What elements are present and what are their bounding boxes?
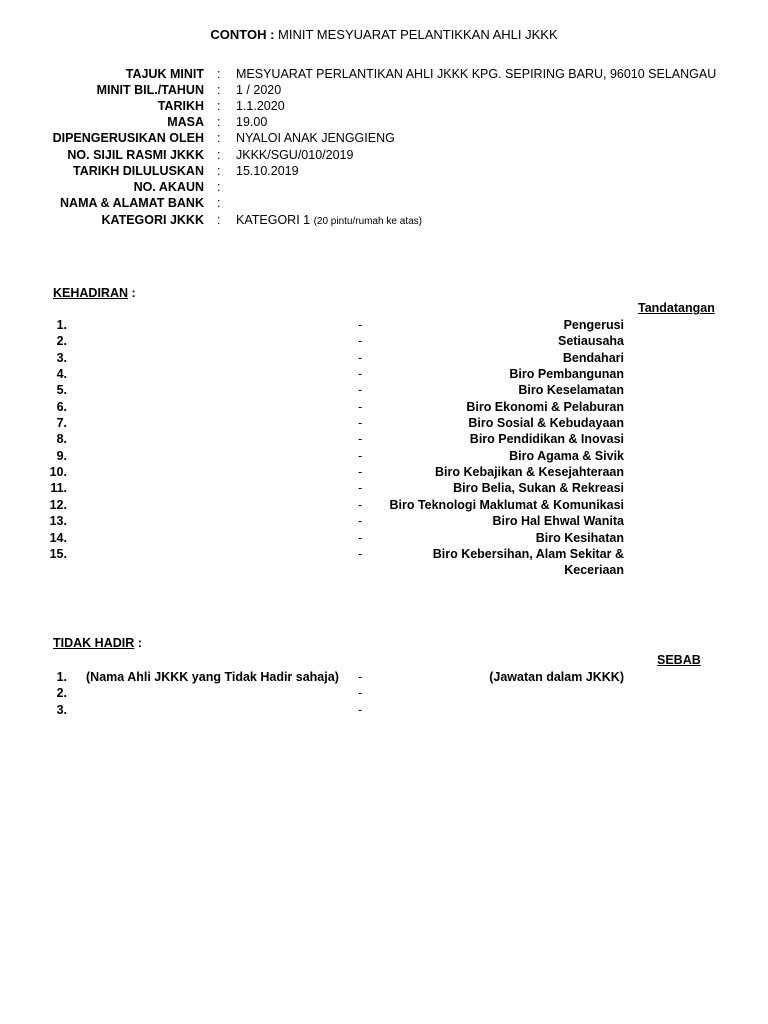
attendance-row: [0, 317, 768, 333]
absent-row: [0, 702, 768, 718]
attendance-row: [0, 431, 768, 447]
row-role: Biro Kebersihan, Alam Sekitar &: [432, 547, 624, 561]
row-dash: -: [358, 514, 363, 528]
attendance-row: [0, 480, 768, 496]
row-role: Biro Agama & Sivik: [509, 449, 624, 463]
attendance-row: [0, 497, 768, 513]
title-prefix: CONTOH :: [210, 27, 275, 42]
info-value: JKKK/SGU/010/2019: [236, 148, 354, 162]
attendance-row: [0, 350, 768, 366]
row-role: Biro Keselamatan: [518, 383, 624, 397]
attendance-heading-suffix: :: [128, 286, 136, 300]
row-role-continued: Keceriaan: [564, 563, 624, 577]
row-dash: -: [358, 531, 363, 545]
row-role: Biro Teknologi Maklumat & Komunikasi: [389, 498, 624, 512]
row-dash: -: [358, 400, 363, 414]
attendance-row: [0, 366, 768, 382]
row-dash: -: [358, 416, 363, 430]
attendance-heading: [53, 286, 136, 300]
absent-heading: [53, 636, 142, 650]
info-colon: :: [217, 115, 221, 129]
row-number: 15.: [49, 547, 67, 561]
info-value: 1.1.2020: [236, 99, 285, 113]
attendance-row: [0, 399, 768, 415]
attendance-row: [0, 333, 768, 349]
info-label: NO. AKAUN: [133, 180, 204, 194]
row-role: Biro Kesihatan: [535, 531, 624, 545]
info-colon: :: [217, 131, 221, 145]
kategori-note: (20 pintu/rumah ke atas): [313, 216, 422, 227]
row-role: Biro Sosial & Kebudayaan: [468, 416, 624, 430]
info-label: TAJUK MINIT: [125, 67, 204, 81]
row-role: Biro Pembangunan: [509, 367, 624, 381]
info-colon: :: [217, 83, 221, 97]
row-number: 1.: [56, 670, 67, 684]
row-dash: -: [358, 703, 363, 717]
info-colon: :: [217, 180, 221, 194]
row-dash: -: [358, 465, 363, 479]
row-number: 14.: [49, 531, 67, 545]
row-number: 1.: [56, 318, 67, 332]
info-label: KATEGORI JKKK: [101, 213, 204, 227]
row-number: 10.: [49, 465, 67, 479]
row-role: (Jawatan dalam JKKK): [489, 670, 624, 684]
row-number: 13.: [49, 514, 67, 528]
row-dash: -: [358, 383, 363, 397]
reason-column-heading: SEBAB: [657, 653, 701, 667]
row-name: (Nama Ahli JKKK yang Tidak Hadir sahaja): [86, 670, 339, 684]
row-dash: -: [358, 318, 363, 332]
attendance-row: [0, 464, 768, 480]
attendance-row: [0, 513, 768, 529]
attendance-row: [0, 382, 768, 398]
row-role: Biro Pendidikan & Inovasi: [469, 432, 624, 446]
absent-row: [0, 669, 768, 685]
row-dash: -: [358, 432, 363, 446]
row-number: 2.: [56, 334, 67, 348]
info-label: NAMA & ALAMAT BANK: [60, 196, 204, 210]
row-number: 3.: [56, 703, 67, 717]
info-label: NO. SIJIL RASMI JKKK: [67, 148, 204, 162]
info-colon: :: [217, 148, 221, 162]
row-number: 8.: [56, 432, 67, 446]
info-label: TARIKH DILULUSKAN: [72, 164, 204, 178]
row-number: 2.: [56, 686, 67, 700]
row-role: Biro Ekonomi & Pelaburan: [466, 400, 624, 414]
row-number: 6.: [56, 400, 67, 414]
title-text: MINIT MESYUARAT PELANTIKKAN AHLI JKKK: [278, 27, 558, 42]
row-role: Biro Kebajikan & Kesejahteraan: [435, 465, 624, 479]
info-label: TARIKH: [157, 99, 204, 113]
info-value: 1 / 2020: [236, 83, 282, 97]
info-colon: :: [217, 99, 221, 113]
row-role: Biro Belia, Sukan & Rekreasi: [453, 481, 624, 495]
row-number: 4.: [56, 367, 67, 381]
row-role: Bendahari: [562, 351, 624, 365]
attendance-row: [0, 415, 768, 431]
info-value: NYALOI ANAK JENGGIENG: [236, 131, 395, 145]
attendance-row: [0, 546, 768, 578]
info-value: 19.00: [236, 115, 268, 129]
row-role: Biro Hal Ehwal Wanita: [492, 514, 624, 528]
row-number: 9.: [56, 449, 67, 463]
absent-heading-text: TIDAK HADIR: [53, 636, 135, 650]
kategori-value: KATEGORI 1: [236, 213, 311, 227]
info-label: MASA: [167, 115, 204, 129]
info-colon: :: [217, 213, 221, 227]
page-title: [0, 27, 768, 42]
row-dash: -: [358, 686, 363, 700]
info-value: [236, 212, 422, 230]
info-label: MINIT BIL./TAHUN: [96, 83, 204, 97]
row-number: 7.: [56, 416, 67, 430]
row-number: 5.: [56, 383, 67, 397]
info-colon: :: [217, 164, 221, 178]
row-dash: -: [358, 367, 363, 381]
info-label: DIPENGERUSIKAN OLEH: [52, 131, 204, 145]
signature-column-heading: Tandatangan: [638, 301, 715, 315]
info-value: MESYUARAT PERLANTIKAN AHLI JKKK KPG. SEPIRING BARU, 96010 SELANGAU: [236, 67, 717, 81]
attendance-row: [0, 448, 768, 464]
info-value: 15.10.2019: [236, 164, 299, 178]
absent-row: [0, 685, 768, 701]
row-number: 3.: [56, 351, 67, 365]
row-role: Setiausaha: [557, 334, 624, 348]
row-dash: -: [358, 481, 363, 495]
row-number: 11.: [50, 481, 67, 495]
row-dash: -: [358, 547, 363, 561]
row-dash: -: [358, 498, 363, 512]
absent-heading-suffix: :: [134, 636, 142, 650]
attendance-heading-text: KEHADIRAN: [53, 286, 128, 300]
row-role: Pengerusi: [563, 318, 624, 332]
attendance-row: [0, 530, 768, 546]
info-colon: :: [217, 196, 221, 210]
row-dash: -: [358, 449, 363, 463]
row-dash: -: [358, 670, 363, 684]
info-colon: :: [217, 67, 221, 81]
row-dash: -: [358, 334, 363, 348]
row-number: 12.: [49, 498, 67, 512]
row-dash: -: [358, 351, 363, 365]
